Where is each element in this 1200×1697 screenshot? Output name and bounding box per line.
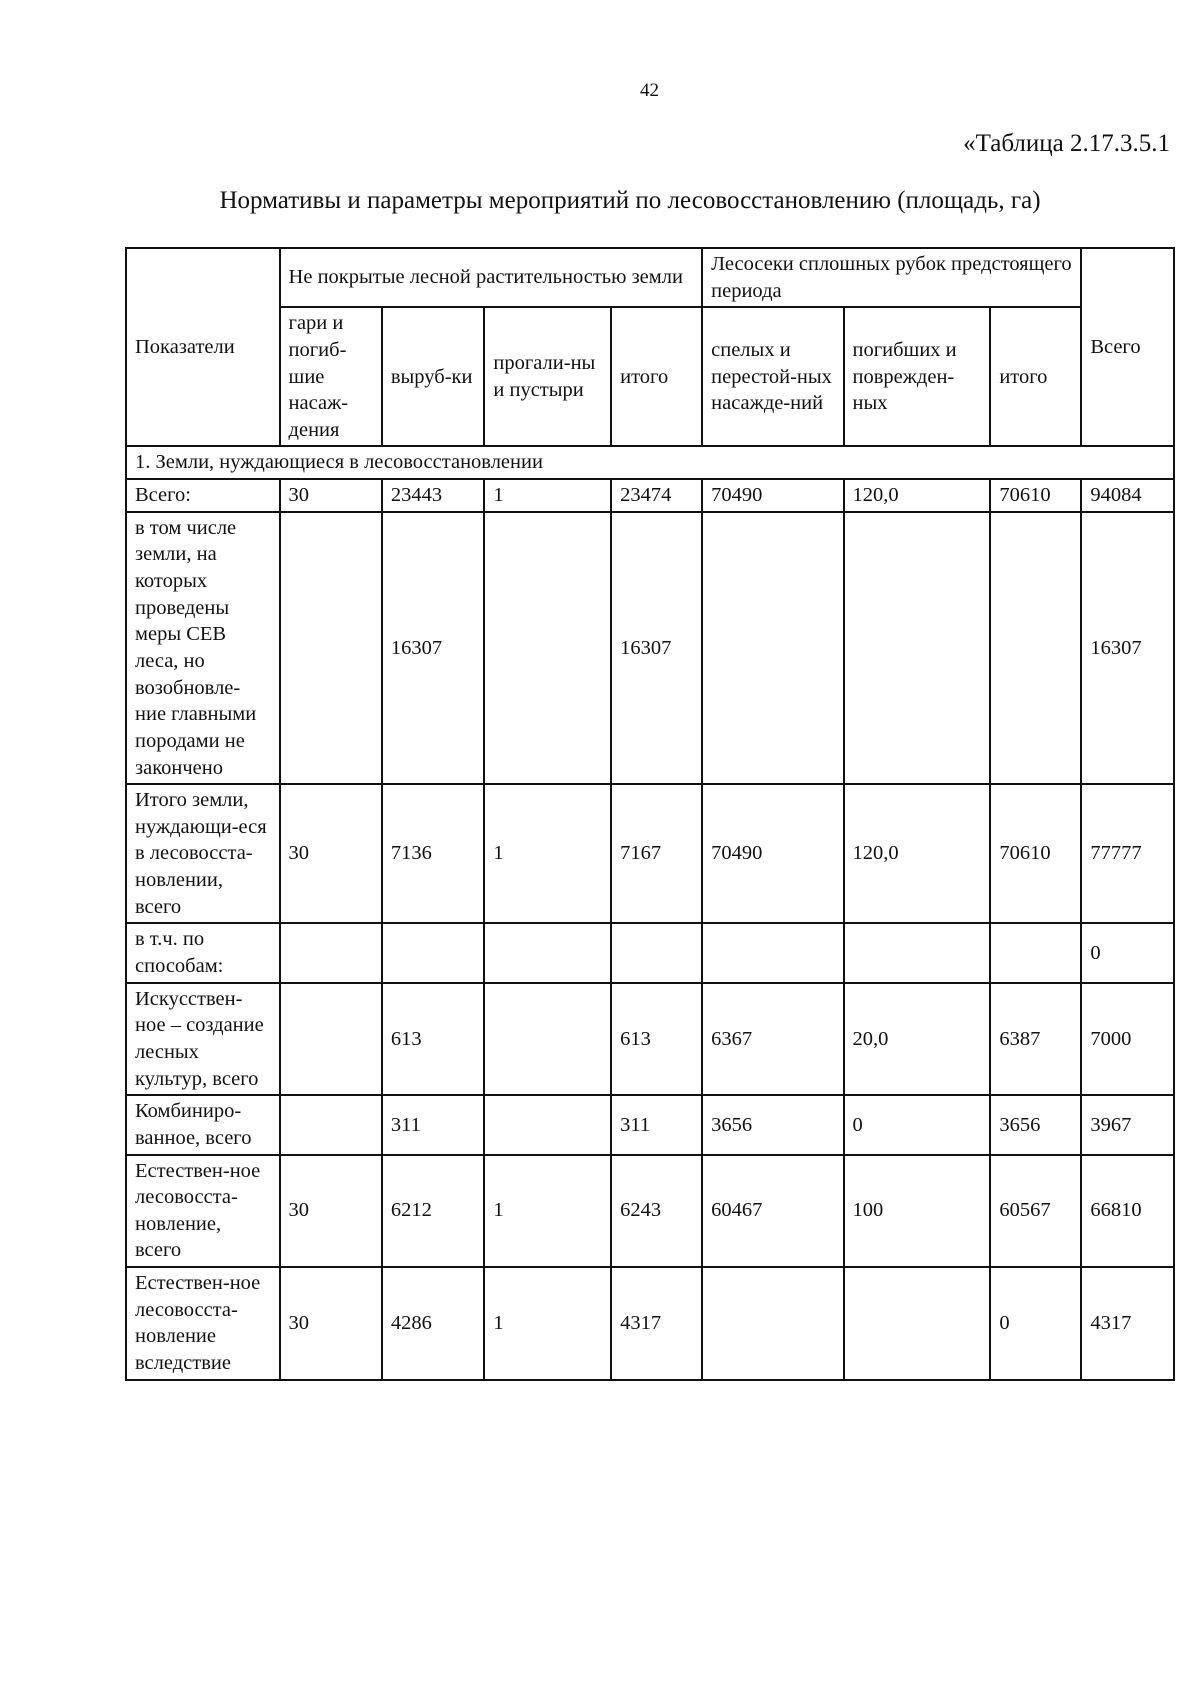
cell-total: 77777 <box>1081 784 1174 923</box>
cell-subtotal-2 <box>990 512 1081 784</box>
cell-total: 66810 <box>1081 1155 1174 1268</box>
cell-total: 4317 <box>1081 1267 1174 1380</box>
row-label: Естествен-ное лесовосста-новление, всего <box>126 1155 280 1268</box>
header-subtotal-2: итого <box>990 307 1081 446</box>
cell-subtotal-1: 6243 <box>611 1155 702 1268</box>
cell-damaged: 0 <box>844 1095 991 1154</box>
cell-burnt <box>280 923 382 982</box>
cell-total: 16307 <box>1081 512 1174 784</box>
cell-mature <box>702 923 843 982</box>
cell-total: 0 <box>1081 923 1174 982</box>
header-glades: прогали-ны и пустыри <box>484 307 611 446</box>
cell-subtotal-2 <box>990 923 1081 982</box>
cell-glades <box>484 512 611 784</box>
cell-glades: 1 <box>484 1155 611 1268</box>
cell-glades: 1 <box>484 479 611 512</box>
document-title: Нормативы и параметры мероприятий по лесовосстановлению (площадь, га) <box>219 187 1041 214</box>
cell-burnt: 30 <box>280 479 382 512</box>
header-cuttings: выруб-ки <box>382 307 485 446</box>
cell-mature: 60467 <box>702 1155 843 1268</box>
row-label: в том числе земли, на которых проведены меры СЕВ леса, но возобновле-ние главными породами не закончено <box>126 512 280 784</box>
cell-burnt: 30 <box>280 784 382 923</box>
cell-damaged: 120,0 <box>844 784 991 923</box>
cell-burnt <box>280 512 382 784</box>
cell-damaged <box>844 512 991 784</box>
cell-glades <box>484 923 611 982</box>
cell-mature: 70490 <box>702 479 843 512</box>
header-mature: спелых и перестой-ных насажде-ний <box>702 307 843 446</box>
row-label: Комбиниро-ванное, всего <box>126 1095 280 1154</box>
cell-subtotal-2: 70610 <box>990 784 1081 923</box>
row-label: Итого земли, нуждающи-еся в лесовосста-новлении, всего <box>126 784 280 923</box>
cell-cuttings: 16307 <box>382 512 485 784</box>
cell-burnt <box>280 1095 382 1154</box>
cell-subtotal-1 <box>611 923 702 982</box>
cell-damaged <box>844 923 991 982</box>
cell-damaged: 20,0 <box>844 983 991 1096</box>
page-number: 42 <box>640 80 659 101</box>
header-total-all: Всего <box>1081 248 1174 446</box>
table-row <box>126 1095 1174 1154</box>
cell-subtotal-2: 0 <box>990 1267 1081 1380</box>
cell-burnt: 30 <box>280 1155 382 1268</box>
cell-mature: 70490 <box>702 784 843 923</box>
cell-cuttings: 4286 <box>382 1267 485 1380</box>
header-subtotal-1: итого <box>611 307 702 446</box>
cell-subtotal-1: 7167 <box>611 784 702 923</box>
cell-glades: 1 <box>484 1267 611 1380</box>
cell-mature: 6367 <box>702 983 843 1096</box>
header-group-clearcuts: Лесосеки сплошных рубок предстоящего периода <box>702 248 1081 307</box>
cell-mature <box>702 512 843 784</box>
cell-cuttings: 23443 <box>382 479 485 512</box>
cell-cuttings: 6212 <box>382 1155 485 1268</box>
cell-glades: 1 <box>484 784 611 923</box>
cell-mature: 3656 <box>702 1095 843 1154</box>
table-row <box>126 983 1174 1096</box>
cell-cuttings: 311 <box>382 1095 485 1154</box>
row-label: Всего: <box>126 479 280 512</box>
row-label: Естествен-ное лесовосста-новление вследствие <box>126 1267 280 1380</box>
cell-subtotal-2: 3656 <box>990 1095 1081 1154</box>
cell-subtotal-2: 6387 <box>990 983 1081 1096</box>
cell-subtotal-1: 16307 <box>611 512 702 784</box>
cell-glades <box>484 1095 611 1154</box>
cell-cuttings: 7136 <box>382 784 485 923</box>
row-label: Искусствен-ное – создание лесных культур, всего <box>126 983 280 1096</box>
table-row <box>126 1155 1174 1268</box>
header-indicators: Показатели <box>126 248 280 446</box>
cell-glades <box>484 983 611 1096</box>
row-label: в т.ч. по способам: <box>126 923 280 982</box>
cell-burnt <box>280 983 382 1096</box>
table-row <box>126 784 1174 923</box>
cell-cuttings: 613 <box>382 983 485 1096</box>
header-damaged: погибших и поврежден-ных <box>844 307 991 446</box>
cell-total: 94084 <box>1081 479 1174 512</box>
cell-total: 3967 <box>1081 1095 1174 1154</box>
cell-subtotal-1: 23474 <box>611 479 702 512</box>
cell-subtotal-1: 311 <box>611 1095 702 1154</box>
cell-mature <box>702 1267 843 1380</box>
cell-damaged: 100 <box>844 1155 991 1268</box>
table-row <box>126 479 1174 512</box>
table-reference: «Таблица 2.17.3.5.1 <box>963 130 1170 157</box>
cell-damaged <box>844 1267 991 1380</box>
cell-damaged: 120,0 <box>844 479 991 512</box>
table-row <box>126 1267 1174 1380</box>
reforestation-table <box>125 247 1175 1381</box>
header-row-1 <box>126 248 1174 307</box>
cell-subtotal-1: 613 <box>611 983 702 1096</box>
cell-burnt: 30 <box>280 1267 382 1380</box>
table-row <box>126 923 1174 982</box>
header-burnt: гари и погиб-шие насаж-дения <box>280 307 382 446</box>
table-row <box>126 512 1174 784</box>
cell-subtotal-1: 4317 <box>611 1267 702 1380</box>
cell-total: 7000 <box>1081 983 1174 1096</box>
header-group-uncovered: Не покрытые лесной растительностью земли <box>280 248 703 307</box>
header-row-2 <box>126 307 1174 446</box>
section-row <box>126 446 1174 479</box>
cell-cuttings <box>382 923 485 982</box>
section-title: 1. Земли, нуждающиеся в лесовосстановлении <box>126 446 1174 479</box>
cell-subtotal-2: 60567 <box>990 1155 1081 1268</box>
cell-subtotal-2: 70610 <box>990 479 1081 512</box>
